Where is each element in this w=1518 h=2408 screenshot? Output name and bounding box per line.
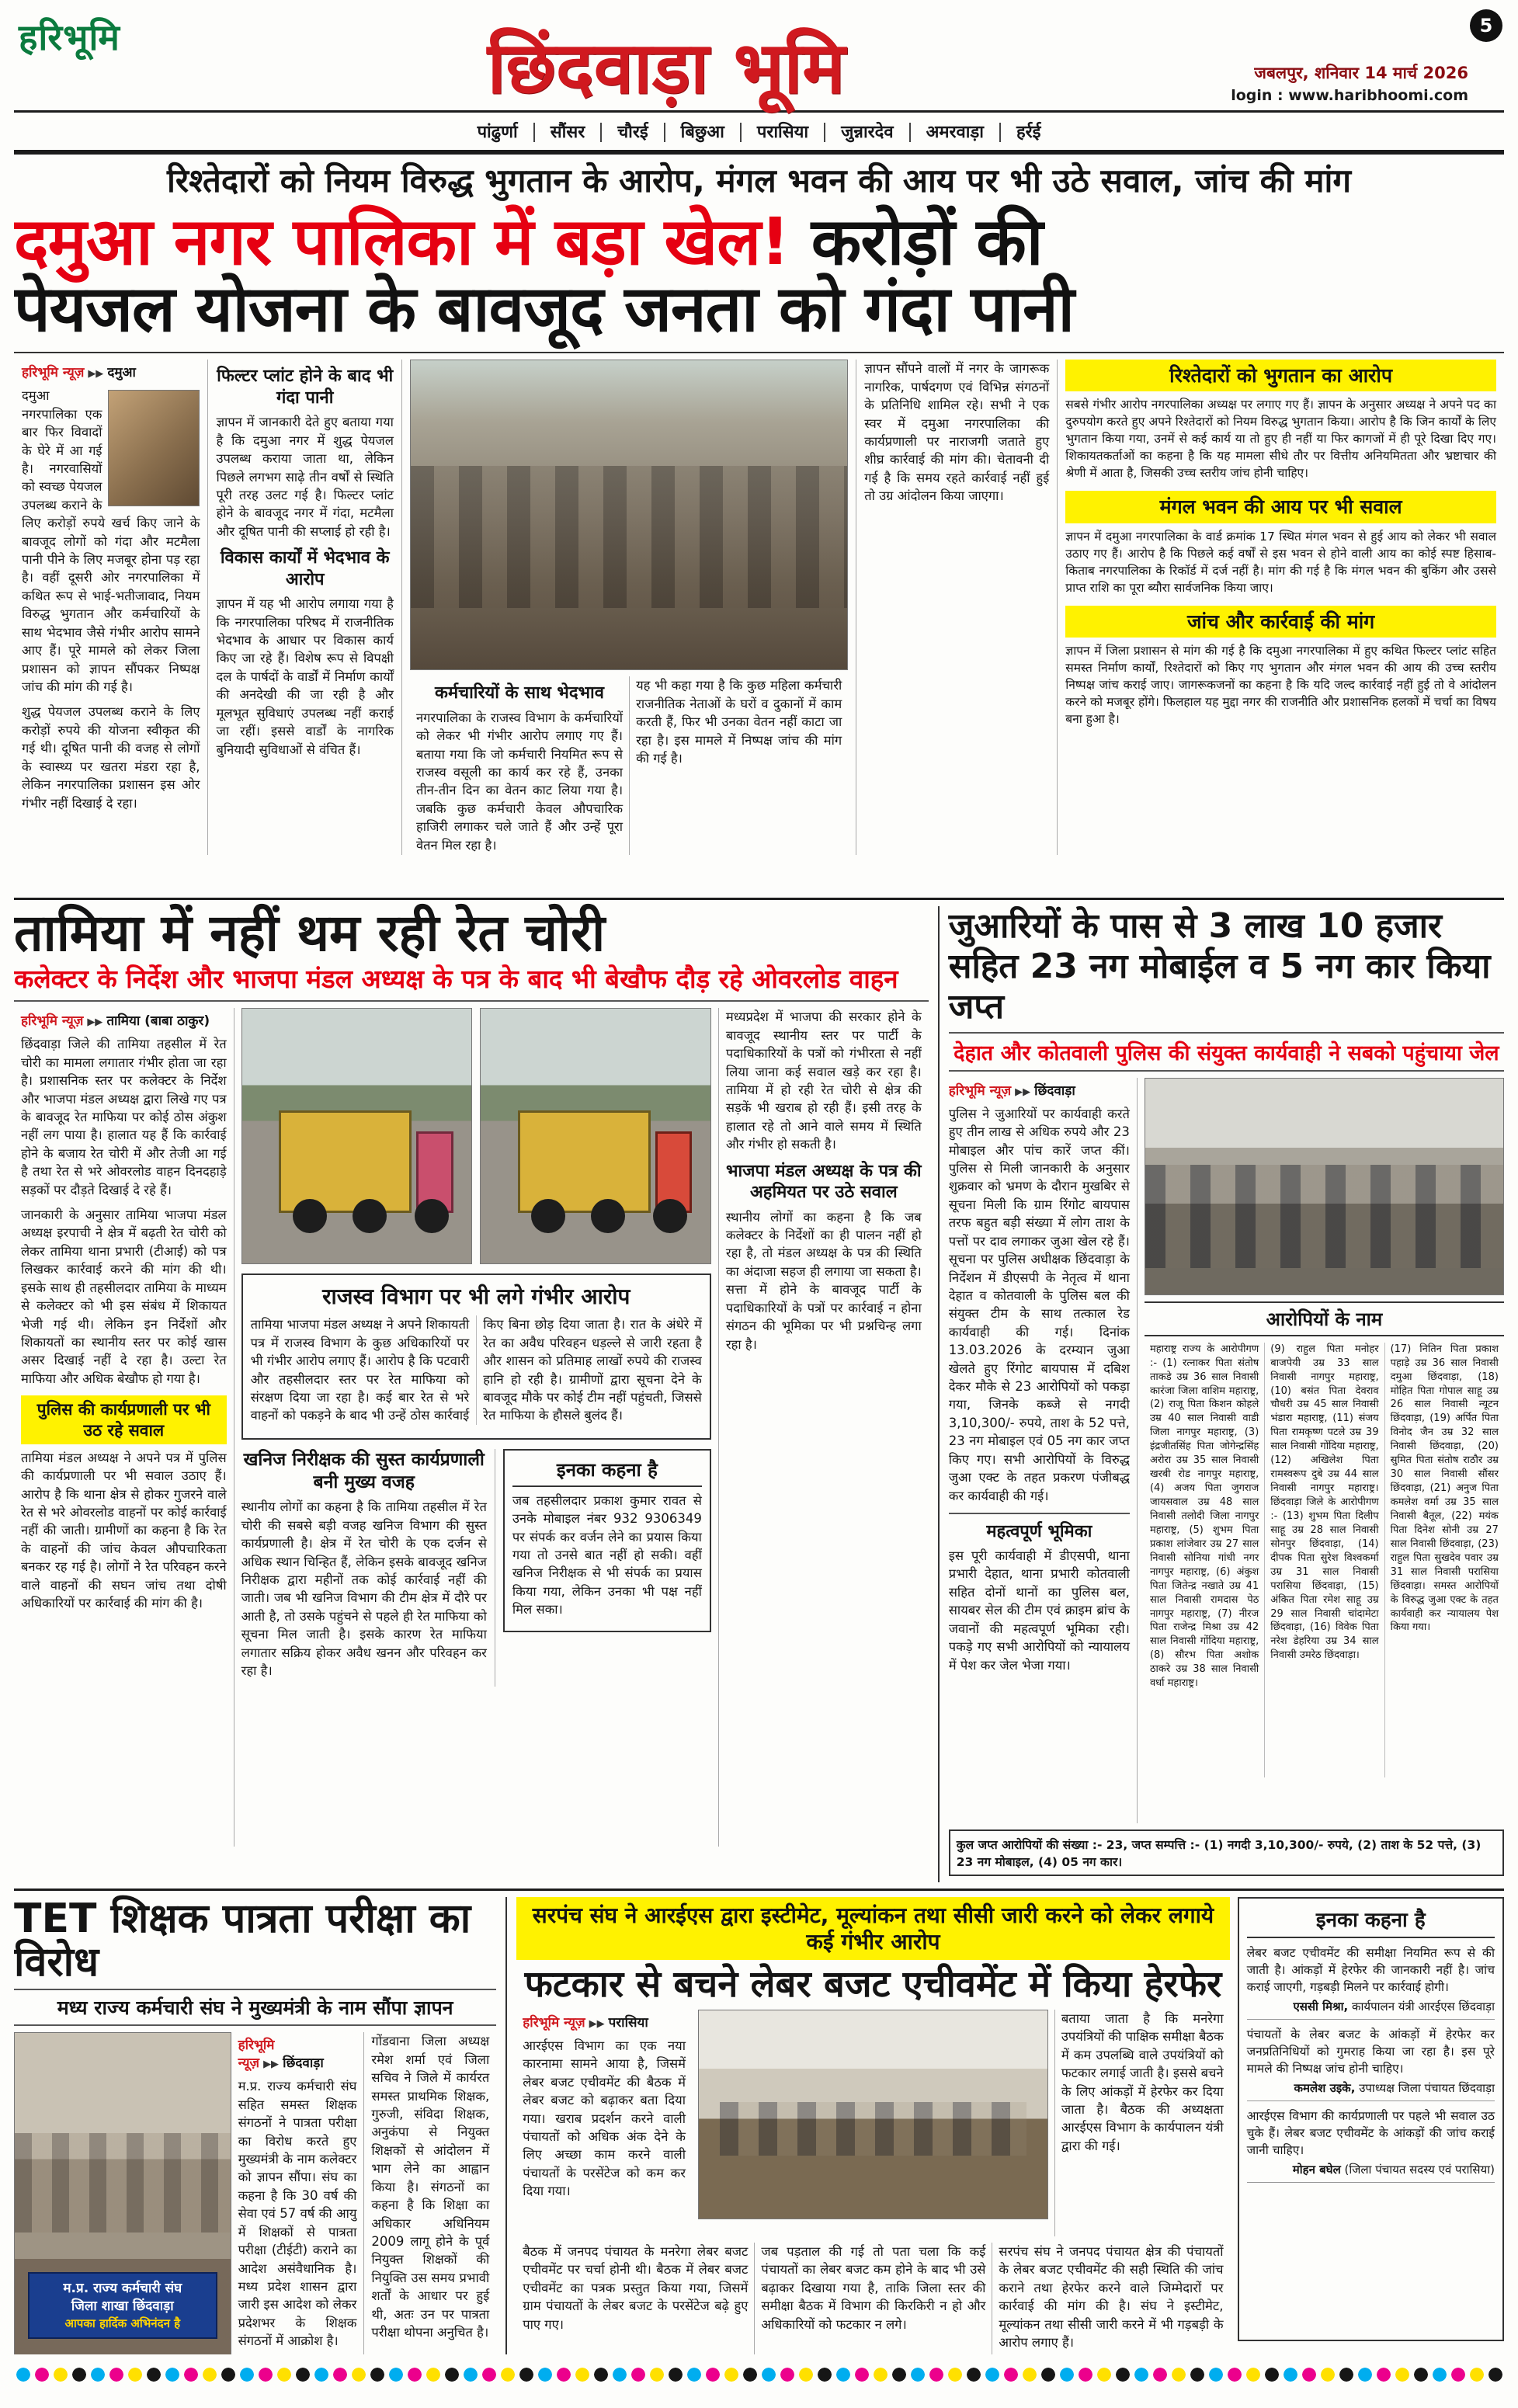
gambling-raid-photo xyxy=(1145,1078,1504,1295)
rail-section xyxy=(1065,360,1496,481)
byline-arrows-icon: ▶▶ xyxy=(88,368,104,380)
gambling-article-body xyxy=(949,1078,1504,1823)
subhead-filter-plant: फिल्टर प्लांट होने के बाद भी गंदा पानी xyxy=(217,367,394,408)
page-number-badge: 5 xyxy=(1470,9,1502,42)
byline xyxy=(949,1081,1130,1099)
article-paragraph: बताया जाता है कि मनरेगा उपयंत्रियों की पाक्षिक समीक्षा बैठक में कम उपलब्धि वाले उपयंत्रियों को फटकार लगाई जाती है। इससे बचने के लिए आंकड़ों में हेरफेर कर दिया जाता है। बैठक की अध्यक्षता आरईएस विभाग के कार्यपालन यंत्री द्वारा की गई। xyxy=(1061,2010,1224,2153)
accused-col: (9) राहुल पिता मनोहर बाजपेयी उम्र 33 साल निवासी नागपुर महाराष्ट्र, (10) बसंत पिता देवराव चौधरी उम्र 45 साल निवासी भंडारा महाराष्ट्र, (11) संजय पिता रामकृष्ण पटले उम्र 39 साल निवासी गोंदिया महाराष्ट्र, (12) अखिलेश पिता रामस्वरूप दुबे उम्र 44 साल निवासी नागपुर महाराष्ट्र। छिंदवाड़ा जिले के आरोपीगण :- (13) शुभम पिता दिलीप साहू उम्र 28 साल निवासी सोनपुर छिंदवाड़ा, (14) दीपक पिता सुरेश विश्वकर्मा उम्र 31 साल निवासी परासिया छिंदवाड़ा, (15) अंकित पिता रमेश साहू उम्र 29 साल निवासी चांदामेटा छिंदवाड़ा, (16) विवेक पिता नरेश डेहरिया उम्र 34 साल निवासी उमरेठ छिंदवाड़ा। xyxy=(1264,1343,1384,1777)
quote-signature xyxy=(1247,1999,1495,2014)
quote-name: मोहन बघेल xyxy=(1292,2163,1341,2177)
overloaded-truck-photo-1 xyxy=(241,1008,473,1264)
wheel-shape xyxy=(653,1199,687,1233)
quote-text: लेबर बजट एचीवमेंट की समीक्षा नियमित रूप से की जाती है। आंकड़ों में हेरफेर की जानकारी नहीं है। जांच कराई जाएगी, गड़बड़ी मिलने पर कार्रवाई होगी। xyxy=(1246,1946,1495,1994)
gambling-headline: जुआरियों के पास से 3 लाख 10 हजार सहित 23 नग मोबाईल व 5 नग कार किया जप्त xyxy=(948,906,1491,1027)
quote-item xyxy=(1247,2026,1495,2101)
nav-item: पांढुर्णा xyxy=(477,123,518,142)
quote-signature xyxy=(1247,2162,1495,2177)
rail-section-head: रिश्तेदारों को भुगतान का आरोप xyxy=(1065,360,1496,391)
sand-article-body xyxy=(14,1000,929,1847)
truck-photos xyxy=(241,1008,711,1264)
nav-item: चौरई xyxy=(600,123,663,142)
article-paragraph: स्थानीय लोगों का कहना है कि तामिया तहसील में रेत चोरी की सबसे बड़ी वजह खनिज विभाग की सुस्त कार्यप्रणाली है। क्षेत्र में रेत चोरी के एक दर्जन से अधिक स्थान चिन्हित हैं, लेकिन इसके बावजूद खनिज निरीक्षक द्वारा महीनों तक कोई कार्रवाई नहीं की जाती। जब भी खनिज विभाग की टीम क्षेत्र में दौरे पर आती है, तो उसके पहुंचने से पहले ही रेत माफिया को सूचना मिल जाती है। इसके कारण रेत माफिया लगातार सक्रिय होकर अवैध खनन और परिवहन कर रहा है। xyxy=(241,1499,487,1679)
byline-brand: हरिभूमि न्यूज़ xyxy=(22,365,85,381)
lead-photo xyxy=(410,360,848,670)
byline-arrows-icon: ▶▶ xyxy=(87,1016,103,1029)
byline-arrows-icon: ▶▶ xyxy=(263,2059,280,2071)
article-paragraph: सबसे गंभीर आरोप नगरपालिका अध्यक्ष पर लगाए गए हैं। ज्ञापन के अनुसार अध्यक्ष ने अपने पद का दुरुपयोग करते हुए अपने रिश्तेदारों को नियम विरुद्ध भुगतान किया। आरोप है कि जिन कार्यों के लिए भुगतान किया गया, उनमें से कई कार्य या तो हुए ही नहीं या फिर कागजों में ही पूरे दिखा दिए गए। शिकायतकर्ताओं का कहना है कि यह मामला सीधे तौर पर वित्तीय अनियमितता और भ्रष्टाचार की श्रेणी में आता है, जिसकी उच्च स्तरीय जांच होनी चाहिए। xyxy=(1065,398,1496,481)
lead-column-2 xyxy=(207,360,401,855)
truck-shape xyxy=(279,1110,412,1212)
overloaded-truck-photo-2 xyxy=(480,1008,711,1264)
gambling-raid-story xyxy=(938,906,1504,1882)
article-paragraph: ज्ञापन में जिला प्रशासन से मांग की गई है कि दमुआ नगरपालिका में हुए कथित फिल्टर प्लांट सहित समस्त निर्माण कार्यों, रिश्तेदारों को किए गए भुगतान और मंगल भवन की आय की उच्च स्तरीय निष्पक्ष जांच कराई जाए। जागरूकजनों का कहना है कि यदि जल्द कार्रवाई नहीं हुई तो वे आंदोलन करने को मजबूर होंगे। फिलहाल यह मुद्दा नगर की राजनीति और प्रशासनिक हलकों में चर्चा का विषय बना हुआ है। xyxy=(1065,643,1496,726)
sand-headline: तामिया में नहीं थम रही रेत चोरी xyxy=(14,903,606,963)
rail-section xyxy=(1065,491,1496,596)
labour-headline: फटकार से बचने लेबर बजट एचीवमेंट में किया हेरफेर xyxy=(524,1963,1222,2007)
sand-column-center xyxy=(234,1008,718,1847)
quote-name: एससी मिश्रा, xyxy=(1293,2000,1349,2014)
revenue-box-head: राजस्व विभाग पर भी लगे गंभीर आरोप xyxy=(322,1284,630,1310)
nav-item: बिछुआ xyxy=(664,123,740,142)
labour-row-2 xyxy=(516,2243,1229,2354)
under-photo-col-1 xyxy=(410,676,629,855)
bottom-row xyxy=(14,1889,1504,2354)
article-paragraph: तामिया मंडल अध्यक्ष ने अपने पत्र में पुलिस की कार्यप्रणाली पर भी सवाल उठाए हैं। आरोप है कि थाना क्षेत्र से होकर गुजरने वाले रेत से भरे ओवरलोड वाहनों पर कोई कार्रवाई नहीं की जाती। ग्रामीणों का कहना है कि रेत के वाहनों की जांच केवल औपचारिकता बनकर रह गई है। लोगों ने रेत परिवहन करने वाले वाहनों की सघन जांच तथा दोषी अधिकारियों पर कार्रवाई की मांग की है। xyxy=(21,1450,227,1611)
byline-place: दमुआ xyxy=(107,365,136,381)
lead-article-body xyxy=(14,352,1504,855)
article-paragraph: जब पड़ताल की गई तो पता चला कि कई पंचायतों का लेबर बजट कम होने के बाद भी उसे बढ़ाकर दिखाया गया है, ताकि जिला स्तर की समीक्षा बैठक में विभाग की किरकिरी न हो और अधिकारियों को फटकार न लगे। xyxy=(754,2243,992,2354)
article-paragraph: बैठक में जनपद पंचायत के मनरेगा लेबर बजट एचीवमेंट पर चर्चा होनी थी। बैठक में लेबर बजट एचीवमेंट का पत्रक प्रस्तुत किया गया, जिसमें ग्राम पंचायतों के लेबर बजट के परसेंटेज बढ़े हुए पाए गए। xyxy=(523,2243,749,2332)
labour-meeting-photo xyxy=(698,2010,1048,2219)
byline xyxy=(22,363,200,380)
article-paragraph: इस पूरी कार्यवाही में डीएसपी, थाना प्रभारी देहात, थाना प्रभारी कोतवाली सहित दोनों थानों का पुलिस बल, सायबर सेल की टीम एवं क्राइम ब्रांच के जवानों की महत्वपूर्ण भूमिका रही। पकड़े गए सभी आरोपियों को न्यायालय में पेश कर जेल भेजा गया। xyxy=(948,1548,1130,1673)
gambling-column-1 xyxy=(949,1078,1138,1823)
quote-title: कार्यपालन यंत्री आरईएस छिंदवाड़ा xyxy=(1352,2000,1495,2014)
byline xyxy=(523,2013,686,2031)
sand-theft-story xyxy=(14,903,938,1882)
nav-item: सौंसर xyxy=(533,123,600,142)
tet-column-1 xyxy=(231,2032,364,2354)
labour-kicker: सरपंच संघ ने आरईएस द्वारा इस्टीमेट, मूल्यांकन तथा सीसी जारी करने को लेकर लगाये कई गंभीर आरोप xyxy=(516,1897,1229,1960)
byline-arrows-icon: ▶▶ xyxy=(589,2017,605,2030)
masthead-info xyxy=(1212,62,1468,104)
byline-place: छिंदवाड़ा xyxy=(1034,1082,1075,1099)
wheel-shape xyxy=(531,1199,565,1233)
article-paragraph: गोंडवाना जिला अध्यक्ष रमेश शर्मा एवं जिला सचिव ने जिले में कार्यरत समस्त प्राथमिक शिक्षक, गुरुजी, संविदा शिक्षक, अनुकंपा से नियुक्त शिक्षकों से आंदोलन में भाग लेने का आह्वान किया है। संगठनों का कहना है कि शिक्षा का अधिकार अधिनियम 2009 लागू होने के पूर्व नियुक्त शिक्षकों की नियुक्ति उस समय प्रभावी शर्तों के आधार पर हुई थी, अतः उन पर पात्रता परीक्षा थोपना अनुचित है। xyxy=(371,2034,490,2340)
article-paragraph: ज्ञापन में यह भी आरोप लगाया गया है कि नगरपालिका परिषद में राजनीतिक भेदभाव के आधार पर विकास कार्य किए जा रहे हैं। विशेष रूप से विपक्षी दल के पार्षदों के वार्डों में निर्माण कार्यों की अनदेखी की जा रही है और मूलभूत सुविधाएं उपलब्ध नहीं कराई जा रहीं। इससे वार्डों के नागरिक बुनियादी सुविधाओं से वंचित हैं। xyxy=(216,596,394,757)
article-paragraph: आरईएस विभाग का एक नया कारनामा सामने आया है, जिसमें लेबर बजट एचीवमेंट की बैठक में लेबर बजट को बढ़ाकर बता दिया गया। खराब प्रदर्शन करने वाली पंचायतों को अधिक अंक देने के लिए अच्छा काम करने वाली पंचायतों के परसेंटेज को कम कर दिया गया। xyxy=(523,2038,686,2199)
important-role-subhead: महत्वपूर्ण भूमिका xyxy=(949,1513,1130,1542)
article-paragraph: दमुआ नगरपालिका एक बार फिर विवादों के घेरे में आ गई है। नगरवासियों को स्वच्छ पेयजल उपलब्ध कराने के लिए करोड़ों रुपये खर्च किए जाने के बावजूद लोगों को गंदा और मटमैला पानी पीने के लिए मजबूर होना पड़ रहा है। वहीं दूसरी ओर नगरपालिका में कथित रूप से भाई-भतीजावाद, नियम विरुद्ध भुगतान और कर्मचारियों के साथ भेदभाव जैसे गंभीर आरोप सामने आए हैं। पूरे मामले को लेकर जिला प्रशासन को ज्ञापन सौंपकर निष्पक्ष जांच की मांग की गई है। xyxy=(22,388,200,694)
under-photo-columns xyxy=(410,676,848,855)
quote-box-head: इनका कहना है xyxy=(512,1457,702,1487)
lead-headline xyxy=(14,203,1504,280)
byline-arrows-icon: ▶▶ xyxy=(1015,1086,1031,1098)
tet-article-body xyxy=(14,2032,496,2354)
tet-protest-photo xyxy=(14,2032,231,2354)
seizure-summary: कुल जप्त आरोपियों की संख्या :- 23, जप्त सम्पत्ति :- (1) नगदी 3,10,300/- रुपये, (2) ताश के 52 पत्ते, (3) 23 नग मोबाइल, (4) 05 नग कार। xyxy=(949,1829,1504,1876)
sand-column-right xyxy=(718,1008,929,1847)
quote-text: पंचायतों के लेबर बजट के आंकड़ों में हेरफेर कर जनप्रतिनिधियों को गुमराह किया जा रहा है। इस पूरे मामले की निष्पक्ष जांच होनी चाहिए। xyxy=(1246,2028,1495,2076)
quote-item xyxy=(1247,2107,1495,2183)
gambling-subhead: देहात और कोतवाली पुलिस की संयुक्त कार्यवाही ने सबको पहुंचाया जेल xyxy=(949,1032,1504,1072)
police-subhead: पुलिस की कार्यप्रणाली पर भी उठ रहे सवाल xyxy=(21,1395,227,1444)
nav-item: हर्रई xyxy=(999,123,1056,142)
article-paragraph: छिंदवाड़ा जिले की तामिया तहसील में रेत चोरी का मामला लगातार गंभीर होता जा रहा है। प्रशासनिक स्तर पर कलेक्टर के निर्देश और भाजपा मंडल अध्यक्ष द्वारा लिखे गए पत्र के बावजूद रेत माफिया पर कोई ठोस अंकुश नहीं लग पाया है। हालात यह हैं कि कार्रवाई होने के बजाय रेत चोरी में और तेजी आ गई है तथा रेत से भरे ओवरलोड वाहन दिनदहाड़े सड़कों पर दौड़ते दिखाई दे रहे हैं। xyxy=(21,1037,227,1197)
byline-brand: हरिभूमि न्यूज़ xyxy=(238,2038,275,2072)
dateline: जबलपुर, शनिवार 14 मार्च 2026 xyxy=(1254,64,1468,82)
labour-row-1 xyxy=(516,2010,1229,2236)
gambling-right-block xyxy=(1138,1078,1504,1823)
byline-place: परासिया xyxy=(608,2014,648,2031)
tet-banner xyxy=(28,2272,217,2339)
lead-column-4 xyxy=(856,360,1057,855)
sand-subhead: कलेक्टर के निर्देश और भाजपा मंडल अध्यक्ष के पत्र के बाद भी बेखौफ दौड़ रहे ओवरलोड वाहन xyxy=(14,964,898,995)
rail-section-head: मंगल भवन की आय पर भी सवाल xyxy=(1065,491,1496,523)
quote-signature xyxy=(1247,2080,1495,2096)
subhead-karmchari-bhedbhav: कर्मचारियों के साथ भेदभाव xyxy=(435,683,604,704)
labour-quote-box xyxy=(1238,1897,1504,2341)
bjp-letter-subhead: भाजपा मंडल अध्यक्ष के पत्र की अहमियत पर उठे सवाल xyxy=(726,1161,922,1203)
rail-section-head: जांच और कार्रवाई की मांग xyxy=(1065,606,1496,638)
article-paragraph: सरपंच संघ ने जनपद पंचायत क्षेत्र की पंचायतों के लेबर बजट एचीवमेंट की सही स्थिति की जांच कराने तथा हेरफेर करने वाले जिम्मेदारों पर कार्रवाई की मांग की है। संघ ने इस्टीमेट, मूल्यांकन तथा सीसी जारी करने में भी गड़बड़ी के आरोप लगाए हैं। xyxy=(992,2243,1229,2354)
article-paragraph: जानकारी के अनुसार तामिया भाजपा मंडल अध्यक्ष इरपाची ने क्षेत्र में बढ़ती रेत चोरी को लेकर तामिया थाना प्रभारी (टीआई) को पत्र लिखकर कार्रवाई करने की मांग की थी। इसके साथ ही तहसीलदार तामिया के माध्यम से कलेक्टर को भी इस संबंध में शिकायत भेजी गई थी। लेकिन इन निर्देशों और शिकायतों का स्थानीय स्तर पर कोई खास असर दिखाई नहीं दे रहा है। उल्टा रेत माफिया और अधिक बेखौफ हो गया है। xyxy=(21,1207,227,1386)
sand-column-1 xyxy=(14,1008,234,1847)
quote-box xyxy=(503,1449,711,1632)
registration-marks xyxy=(14,2364,1504,2385)
byline-brand: हरिभूमि न्यूज़ xyxy=(523,2014,585,2031)
labour-column-2 xyxy=(1054,2010,1230,2236)
labour-column-1 xyxy=(516,2010,692,2236)
dirty-water-pipe-photo xyxy=(108,390,200,506)
quote-title: (जिला पंचायत सदस्य एवं परासिया) xyxy=(1344,2163,1495,2177)
lead-story xyxy=(14,152,1504,891)
tet-banner-line: जिला शाखा छिंदवाड़ा xyxy=(71,2298,174,2314)
masthead xyxy=(14,8,1504,107)
labour-main xyxy=(516,1897,1237,2354)
byline-place: छिंदवाड़ा xyxy=(283,2055,324,2072)
rail-section xyxy=(1065,606,1496,728)
quote-title: उपाध्यक्ष जिला पंचायत छिंदवाड़ा xyxy=(1359,2081,1495,2095)
byline-brand: हरिभूमि न्यूज़ xyxy=(948,1082,1012,1099)
subhead-vikas-bhedbhav: विकास कार्यों में भेदभाव के आरोप xyxy=(220,548,390,589)
middle-row xyxy=(14,898,1504,1882)
article-paragraph: मध्यप्रदेश में भाजपा की सरकार होने के बावजूद स्थानीय स्तर पर पार्टी के पदाधिकारियों के पत्रों को गंभीरता से नहीं लिया जाना कई सवाल खड़े कर रहा है। तामिया में हो रही रेत चोरी से क्षेत्र की सड़कें भी खराब हो रही हैं। इसी तरह के हालात रहे तो आने वाले समय में स्थिति और गंभीर हो सकती है। xyxy=(725,1009,922,1152)
wheel-shape xyxy=(353,1199,387,1233)
accused-names-list xyxy=(1145,1343,1504,1777)
lead-kicker: रिश्तेदारों को नियम विरुद्ध भुगतान के आरोप, मंगल भवन की आय पर भी उठे सवाल, जांच की मांग xyxy=(167,162,1351,200)
labour-budget-story xyxy=(505,1897,1504,2354)
lead-column-1 xyxy=(14,360,207,855)
wheel-shape xyxy=(591,1199,625,1233)
accused-names-head: आरोपियों के नाम xyxy=(1145,1301,1504,1336)
login-link[interactable]: login : www.haribhoomi.com xyxy=(1231,87,1468,104)
tet-column-2 xyxy=(363,2032,496,2354)
edition-title: छिंदवाड़ा भूमि xyxy=(487,26,846,109)
byline-brand: हरिभूमि न्यूज़ xyxy=(21,1013,84,1030)
quote-item xyxy=(1247,1944,1495,2020)
revenue-allegation-box xyxy=(241,1273,711,1440)
article-paragraph: ज्ञापन में दमुआ नगरपालिका के वार्ड क्रमांक 17 स्थित मंगल भवन से हुई आय को लेकर भी सवाल उठाए गए हैं। आरोप है कि पिछले कई वर्षों से इस भवन से होने वाली आय का कोई स्पष्ट हिसाब-किताब नगरपालिका के रिकॉर्ड में दर्ज नहीं है। मांग की गई है कि मंगल भवन की बुकिंग और उससे प्राप्त राशि का पूरा ब्यौरा सार्वजनिक किया जाए। xyxy=(1065,529,1496,595)
brand-logo: हरिभूमि xyxy=(19,16,120,58)
byline-place: तामिया (बाबा ठाकुर) xyxy=(106,1013,210,1030)
article-paragraph: पुलिस ने जुआरियों पर कार्यवाही करते हुए तीन लाख से अधिक रुपये और 23 मोबाइल और पांच कारें जप्त कीं। पुलिस से मिली जानकारी के अनुसार शुक्रवार को भ्रमण के दौरान मुखबिर से सूचना मिली कि ग्राम रिंगोट बायपास तरफ बहुत बड़ी संख्या में लोग ताश के पत्तों पर दाव लगाकर जुआ खेल रहे हैं। सूचना पर पुलिस अधीक्षक छिंदवाड़ा के निर्देशन में डीएसपी के नेतृत्व में थाना देहात व कोतवाली के पुलिस बल की संयुक्त टीम के साथ तत्काल रेड कार्यवाही की गई। दिनांक 13.03.2026 के दरम्यान जुआ खेलते हुए रिंगोट बायपास में दबिश देकर मौके से 23 आरोपियों को पकड़ा गया, जिनके कब्जे से नगदी 3,10,300/- रुपये, ताश के 52 पत्ते, 23 नग मोबाइल एवं 05 नग कार जप्त किए गए। सभी आरोपियों के विरुद्ध जुआ एक्ट के तहत प्रकरण पंजीबद्ध कर कार्यवाही की गई। xyxy=(948,1106,1130,1503)
wheel-shape xyxy=(293,1199,327,1233)
tet-subhead: मध्य राज्य कर्मचारी संघ ने मुख्यमंत्री के नाम सौंपा ज्ञापन xyxy=(14,1989,496,2026)
article-paragraph: ज्ञापन में जानकारी देते हुए बताया गया है कि दमुआ नगर में शुद्ध पेयजल उपलब्ध कराया जाता था, लेकिन पिछले लगभग साढ़े तीन वर्षों से स्थिति पूरी तरह उलट गई है। फिल्टर प्लांट होने के बावजूद नगर में गंदा, मटमैला और दूषित पानी की सप्लाई हो रही है। xyxy=(216,415,394,539)
article-paragraph: नगरपालिका के राजस्व विभाग के कर्मचारियों को लेकर भी गंभीर आरोप लगाए गए हैं। बताया गया कि जो कर्मचारी नियमित रूप से राजस्व वसूली का कार्य कर रहे हैं, उनका तीन-तीन दिन का वेतन काट लिया गया है। जबकि कुछ कर्मचारी केवल औपचारिक हाजिरी लगाकर चले जाते हैं और उन्हें पूरा वेतन मिल रहा है। xyxy=(415,710,624,853)
quote-name: कमलेश उइके, xyxy=(1294,2081,1356,2095)
byline xyxy=(21,1011,227,1029)
nav-item: परासिया xyxy=(740,123,824,142)
article-paragraph: स्थानीय लोगों का कहना है कि जब कलेक्टर के निर्देशों का ही पालन नहीं हो रहा है, तो मंडल अध्यक्ष के पत्र की स्थिति का अंदाजा सहज ही लगाया जा सकता है। सत्ता में होने के बावजूद पार्टी के पदाधिकारियों के पत्रों पर कार्रवाई न होना संगठन की भूमिका पर भी प्रश्नचिन्ह लगा रहा है। xyxy=(725,1209,922,1352)
accused-col: महाराष्ट्र राज्य के आरोपीगण :- (1) रत्नाकर पिता संतोष ताकडे उम्र 36 साल निवासी कारंजा जिला वाशिम महाराष्ट्र, (2) राजू पिता किशन कोहले उम्र 40 साल निवासी वाडी जिला नागपुर महाराष्ट्र, (3) इंद्रजीतसिंह पिता जोगेन्द्रसिंह अरोरा उम्र 35 साल निवासी खरबी रोड नागपुर महाराष्ट्र, (4) अजय पिता जुगराज जायसवाल उम्र 48 साल निवासी तलोदी जिला नागपुर महाराष्ट्र, (5) शुभम पिता प्रकाश लांजेवार उम्र 27 साल निवासी सोनिया गांधी नगर नागपुर महाराष्ट्र, (6) अंकुश पिता जितेन्द्र नखाते उम्र 41 साल निवासी रामदास पेठ नागपुर महाराष्ट्र, (7) नीरज पिता राजेन्द्र मिश्रा उम्र 42 साल निवासी गोंदिया महाराष्ट्र, (8) सौरभ पिता अशोक ठाकरे उम्र 38 साल निवासी वर्धा महाराष्ट्र। xyxy=(1149,1343,1259,1690)
lead-right-rail xyxy=(1057,360,1504,855)
byline xyxy=(238,2035,357,2071)
under-photo-col-2 xyxy=(629,676,848,855)
nav-item: जुन्नारदेव xyxy=(824,123,908,142)
mineral-inspector-block xyxy=(241,1449,495,1687)
lead-headline-line2: पेयजल योजना के बावजूद जनता को गंदा पानी xyxy=(14,273,1074,347)
mineral-inspector-subhead: खनिज निरीक्षक की सुस्त कार्यप्रणाली बनी मुख्य वजह xyxy=(243,1449,485,1492)
tet-protest-story xyxy=(14,1897,505,2354)
article-paragraph: शुद्ध पेयजल उपलब्ध कराने के लिए करोड़ों रुपये की योजना स्वीकृत की गई थी। दूषित पानी की वजह से लोगों के स्वास्थ्य पर खतरा मंडरा रहा है, लेकिन नगरपालिका प्रशासन इस ओर गंभीर नहीं दिखाई दे रहा। xyxy=(22,704,200,811)
sand-bottom-row xyxy=(241,1449,711,1687)
accused-col: (17) नितिन पिता प्रकाश पहाड़े उम्र 36 साल निवासी दमुआ छिंदवाड़ा, (18) मोहित पिता गोपाल साहू उम्र 26 साल निवासी न्यूटन छिंदवाड़ा, (19) अर्पित पिता विनोद जैन उम्र 32 साल निवासी छिंदवाड़ा, (20) सुमित पिता संतोष राठौर उम्र 30 साल निवासी सौंसर छिंदवाड़ा, (21) अनुज पिता कमलेश वर्मा उम्र 35 साल निवासी बैतूल, (22) मयंक पिता दिनेश सोनी उम्र 27 साल निवासी छिंदवाड़ा, (23) राहुल पिता सुखदेव पवार उम्र 31 साल निवासी परासिया छिंदवाड़ा। समस्त आरोपियों के विरुद्ध जुआ एक्ट के तहत कार्यवाही कर न्यायालय पेश किया गया। xyxy=(1384,1343,1504,1777)
police-questions-block xyxy=(21,1395,227,1612)
tet-banner-line: म.प्र. राज्य कर्मचारी संघ xyxy=(63,2280,182,2296)
article-paragraph: तामिया भाजपा मंडल अध्यक्ष ने अपने शिकायती पत्र में राजस्व विभाग के कुछ अधिकारियों पर भी गंभीर आरोप लगाए हैं। आरोप है कि पटवारी और तहसीलदार स्तर पर रेत माफिया को संरक्षण दिया जा रहा है। कई बार रेत से भरे वाहनों को पकड़ने के बाद भी उन्हें ठोस कार्रवाई किए बिना छोड़ दिया जाता है। रात के अंधेरे में रेत का अवैध परिवहन धड़ल्ले से जारी रहता है और शासन को प्रतिमाह लाखों रुपये की राजस्व हानि हो रही है। ग्रामीणों द्वारा सूचना देने के बावजूद मौके पर कोई टीम नहीं पहुंचती, जिससे रेत माफिया के हौसले बुलंद हैं। xyxy=(250,1317,702,1423)
lead-headline-black: करोड़ों की xyxy=(789,203,1043,280)
lead-column-photo xyxy=(401,360,856,855)
region-nav xyxy=(14,110,1504,152)
tet-banner-line: आपका हार्दिक अभिनंदन है xyxy=(64,2316,181,2330)
nav-item: अमरवाड़ा xyxy=(909,123,999,142)
article-paragraph: यह भी कहा गया है कि कुछ महिला कर्मचारी राजनीतिक नेताओं के घरों व दुकानों में काम करती हैं, फिर भी उनका वेतन नहीं काटा जा रहा है। इस मामले में निष्पक्ष जांच की मांग की गई है। xyxy=(636,678,842,766)
tet-headline: TET शिक्षक पात्रता परीक्षा का विरोध xyxy=(14,1895,471,1986)
lead-headline-red: दमुआ नगर पालिका में बड़ा खेल! xyxy=(14,203,790,280)
truck-shape xyxy=(518,1110,651,1212)
quote-text: आरईएस विभाग की कार्यप्रणाली पर पहले भी सवाल उठ चुके हैं। लेबर बजट एचीवमेंट के आंकड़ों की जांच कराई जानी चाहिए। xyxy=(1246,2109,1495,2157)
article-paragraph: जब तहसीलदार प्रकाश कुमार रावत से उनके मोबाइल नंबर 932 9306349 पर संपर्क कर वर्जन लेने का प्रयास किया गया तो उनसे बात नहीं हो सकी। वहीं खनिज निरीक्षक से भी संपर्क का प्रयास किया गया, लेकिन उनका भी पक्ष नहीं मिल सका। xyxy=(512,1492,702,1617)
article-paragraph: म.प्र. राज्य कर्मचारी संघ सहित समस्त शिक्षक संगठनों ने पात्रता परीक्षा का विरोध करते हुए मुख्यमंत्री के नाम कलेक्टर को ज्ञापन सौंपा। संघ का कहना है कि 30 वर्ष की सेवा एवं 57 वर्ष की आयु में शिक्षकों से पात्रता परीक्षा (टीईटी) कराने का आदेश असंवैधानिक है। मध्य प्रदेश शासन द्वारा जारी इस आदेश को लेकर प्रदेशभर के शिक्षक संगठनों में आक्रोश है। xyxy=(238,2079,357,2349)
article-paragraph: ज्ञापन सौंपने वालों में नगर के जागरूक नागरिक, पार्षदगण एवं विभिन्न संगठनों के प्रतिनिधि शामिल रहे। सभी ने एक स्वर में दमुआ नगरपालिका की कार्यप्रणाली पर नाराजगी जताते हुए शीघ्र कार्रवाई की मांग की। चेतावनी दी गई है कि समय रहते कार्रवाई नहीं हुई तो उग्र आंदोलन किया जाएगा। xyxy=(864,361,1050,504)
quote-box-head: इनका कहना है xyxy=(1247,1905,1495,1938)
wheel-shape xyxy=(415,1199,449,1233)
